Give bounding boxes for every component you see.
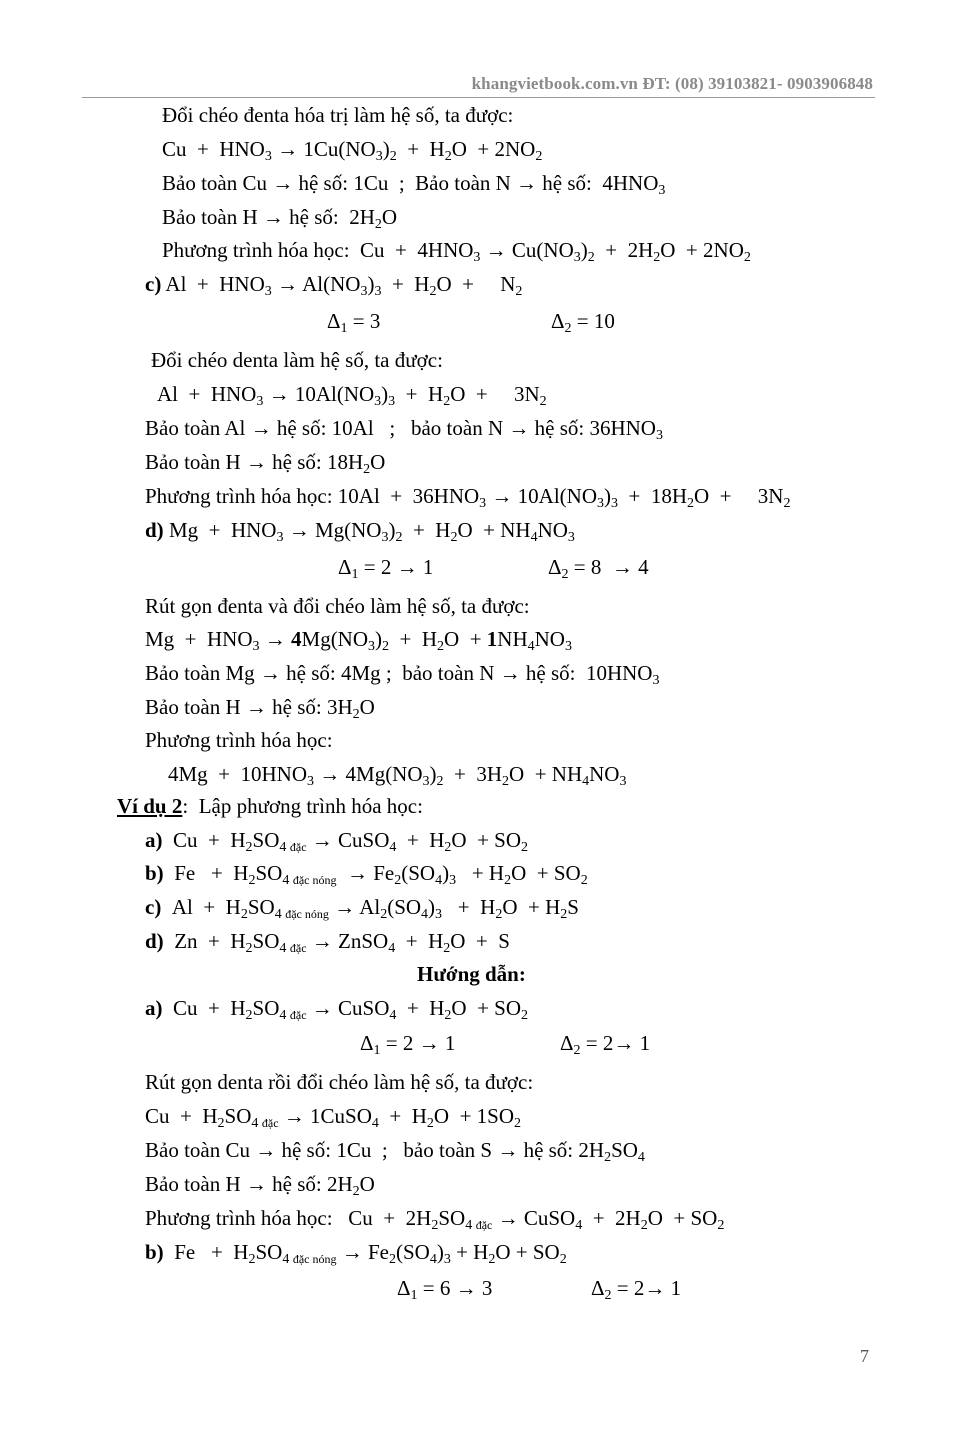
text-line: Bảo toàn H → hệ số: $2H_2O$: [145, 1172, 375, 1199]
text-line: Phương trình hóa học: $Cu + 2H_2SO_{4 đặc}$ → CuSO$_4$ + $2H_2O + SO_2$: [145, 1206, 725, 1233]
text-line: d) $Mg + HNO_3 \to Mg(NO_3)_2 + H_2O + NH_4NO_3$: [145, 518, 575, 545]
text-line: Đổi chéo đenta hóa trị làm hệ số, ta được:: [162, 103, 514, 127]
text-line: Bảo toàn Al → hệ số: 10Al ; bảo toàn N → hệ số: $36HNO_3$: [145, 416, 663, 443]
text-line: $\Delta_1 = 2 \to 1$: [360, 1031, 456, 1058]
text-line: Hướng dẫn:: [417, 962, 526, 986]
text-line: Bảo toàn H → hệ số: $18H_2O$: [145, 450, 386, 477]
text-line: Bảo toàn H → hệ số: $3H_2O$: [145, 695, 375, 722]
text-line: Đổi chéo denta làm hệ số, ta được:: [151, 348, 443, 372]
header-rule: [82, 97, 875, 98]
text-line: Bảo toàn H → hệ số: $2H_2O$: [162, 205, 398, 232]
text-line: c) $Al + HNO_3 \to Al(NO_3)_3 + H_2O$ + $N_2$: [145, 272, 523, 299]
text-line: $Al + HNO_3 \to 10Al(NO_3)_3 + H_2O$ + $3N_2$: [157, 382, 547, 409]
text-line: $Cu + HNO_3 \to 1Cu(NO_3)_2 + H_2O + 2NO_2$: [162, 137, 543, 164]
text-line: b) $Fe + H_2SO_{4 đặc nóng} \to Fe_2(SO_4)_3 + H_2O + SO_2$: [145, 861, 588, 888]
text-line: d) $Zn + H_2SO_{4 đặc}$ → ZnSO$_4$ + $H_2O + S$: [145, 929, 510, 956]
text-line: Bảo toàn Cu → hệ số: 1Cu ; Bảo toàn N → hệ số: $4HNO_3$: [162, 171, 666, 198]
text-line: a) $Cu + H_2SO_{4 đặc}$ → CuSO$_4$ + $H_2O + SO_2$: [145, 996, 529, 1023]
text-line: $Mg + HNO_3 \to 4Mg(NO_3)_2 + H_2O + 1NH_4NO_3$: [145, 627, 572, 654]
text-line: b) $Fe + H_2SO_{4 đặc nóng} \to Fe_2(SO_4)_3 + H_2O + SO_2$: [145, 1240, 567, 1267]
text-line: Ví dụ 2: Lập phương trình hóa học:: [117, 794, 423, 818]
text-line: Phương trình hóa học: $10Al + 36HNO_3 \to 10Al(NO_3)_3 + 18H_2O$ + $3N_2$: [145, 484, 791, 511]
text-line: Bảo toàn Cu → hệ số: 1Cu ; bảo toàn S → hệ số: $2H_2SO_4$: [145, 1138, 645, 1165]
text-line: $\Delta_2 = 8 \to 4$: [548, 555, 649, 582]
page-number: 7: [860, 1346, 869, 1366]
text-line: Phương trình hóa học:: [145, 728, 333, 752]
text-line: a) $Cu + H_2SO_{4 đặc}$ → CuSO$_4$ + $H_2O + SO_2$: [145, 828, 529, 855]
text-line: Rút gọn denta rồi đổi chéo làm hệ số, ta được:: [145, 1070, 534, 1094]
text-line: c) $Al + H_2SO_{4 đặc nóng} \to Al_2(SO_4)_3 + H_2O + H_2S$: [145, 895, 579, 922]
header-site: khangvietbook.com.vn: [471, 74, 638, 93]
text-line: $\Delta_2 = 2\to 1$: [591, 1276, 682, 1303]
text-line: $\Delta_2 = 10$: [551, 309, 615, 336]
text-line: Phương trình hóa học: $Cu + 4HNO_3 \to Cu(NO_3)_2 + 2H_2O + 2NO_2$: [162, 238, 751, 265]
text-line: Bảo toàn Mg → hệ số: 4Mg ; bảo toàn N → hệ số: $10HNO_3$: [145, 661, 660, 688]
text-line: $4Mg + 10HNO_3 \to 4Mg(NO_3)_2 + 3H_2O + NH_4NO_3$: [168, 762, 627, 789]
text-line: $Cu + H_2SO_{4 đặc}$ → 1CuSO$_4$ + $H_2O + 1SO_2$: [145, 1104, 522, 1131]
header-phone: ĐT: (08) 39103821- 0903906848: [642, 74, 873, 93]
text-line: $\Delta_2 = 2\to 1$: [560, 1031, 651, 1058]
text-line: $\Delta_1 = 3$: [327, 309, 381, 336]
text-line: $\Delta_1 = 6 \to 3$: [397, 1276, 493, 1303]
text-line: $\Delta_1 = 2 \to 1$: [338, 555, 434, 582]
text-line: Rút gọn đenta và đổi chéo làm hệ số, ta được:: [145, 594, 530, 618]
page-header: [472, 74, 873, 94]
